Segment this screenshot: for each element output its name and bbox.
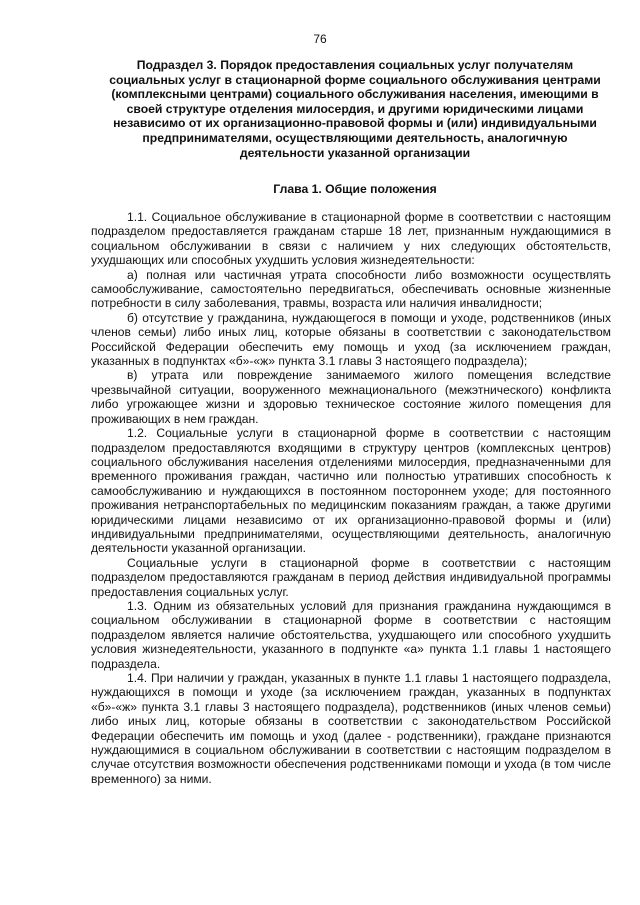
paragraph-1-2: 1.2. Социальные услуги в стационарной форме в соответствии с настоящим подразделом предоставляются входящими в структуру центров (комплексных центров) социального обслуживания населения отделениями милосердия, предназначенными для временного проживания граждан, частично или полностью утративших способность к самообслуживанию и нуждающихся в постоянном постороннем уходе; для постоянного проживания нетранспортабельных по медицинским показаниям граждан, а также другими юридическими лицами независимо от их организационно-правовой формы и (или) индивидуальными предпринимателями, осуществляющими деятельность, аналогичную деятельности указанной организации.: [91, 426, 611, 556]
paragraph-1-2-continued: Социальные услуги в стационарной форме в соответствии с настоящим подразделом предоставляются гражданам в период действия индивидуальной программы предоставления социальных услуг.: [91, 555, 611, 599]
paragraph-1-1-b: б) отсутствие у гражданина, нуждающегося в помощи и уходе, родственников (иных членов семьи) либо иных лиц, которые обязаны в соответствии с законодательством Российской Федерации обеспечить ему помощь и уход (за исключением граждан, указанных в подпунктах «б»-«ж» пункта 3.1 главы 3 настоящего подраздела);: [91, 310, 611, 369]
paragraph-1-1-a: а) полная или частичная утрата способности либо возможности осуществлять самообслуживание, самостоятельно передвигаться, обеспечивать основные жизненные потребности в силу заболевания, травмы, возраста или наличия инвалидности;: [91, 267, 611, 311]
paragraph-1-1: 1.1. Социальное обслуживание в стационарной форме в соответствии с настоящим подразделом предоставляется гражданам старше 18 лет, признанным нуждающимися в социальном обслуживании в связи с наличием у них следующих обстоятельств, ухудшающих или способных ухудшить условия жизнедеятельности:: [91, 210, 611, 268]
chapter-title: Глава 1. Общие положения: [273, 182, 437, 196]
paragraph-1-4: 1.4. При наличии у граждан, указанных в пункте 1.1 главы 1 настоящего подраздела, нуждающихся в помощи и уходе (за исключением граждан, указанных в подпунктах «б»-«ж» пункта 3.1 главы 3 настоящего подраздела), родственников (иных членов семьи) либо иных лиц, которые обязаны в соответствии с законодательством Российской Федерации обеспечить им помощь и уход (далее - родственники), граждане признаются нуждающимися в социальном обслуживании в соответствии с настоящим подразделом в случае отсутствия возможности обеспечения родственниками помощи и ухода (в том числе временного) за ними.: [91, 671, 611, 786]
subsection-title: Подраздел 3. Порядок предоставления социальных услуг получателям социальных услуг в стационарной форме социального обслуживания центрами (комплексными центрами) социального обслуживания населения, имеющими в своей структуре отделения милосердия, и другими юридическими лицами независимо от их организационно-правовой формы и (или) индивидуальными предпринимателями, осуществляющими деятельность, аналогичную деятельности указанной организации: [109, 58, 601, 160]
paragraph-1-3: 1.3. Одним из обязательных условий для признания гражданина нуждающимся в социальном обслуживании в стационарной форме в соответствии с настоящим подразделом является наличие обстоятельства, ухудшающего или способного ухудшить условия жизнедеятельности, указанного в подпункте «а» пункта 1.1 главы 1 настоящего подраздела.: [91, 598, 611, 671]
paragraph-1-1-v: в) утрата или повреждение занимаемого жилого помещения вследствие чрезвычайной ситуации, вооруженного межнационального (межэтнического) конфликта либо угрожающее жизни и здоровью техническое состояние жилого помещения для проживающих в нем граждан.: [91, 368, 611, 426]
document-body: [91, 210, 611, 786]
page-number: 76: [313, 32, 327, 46]
